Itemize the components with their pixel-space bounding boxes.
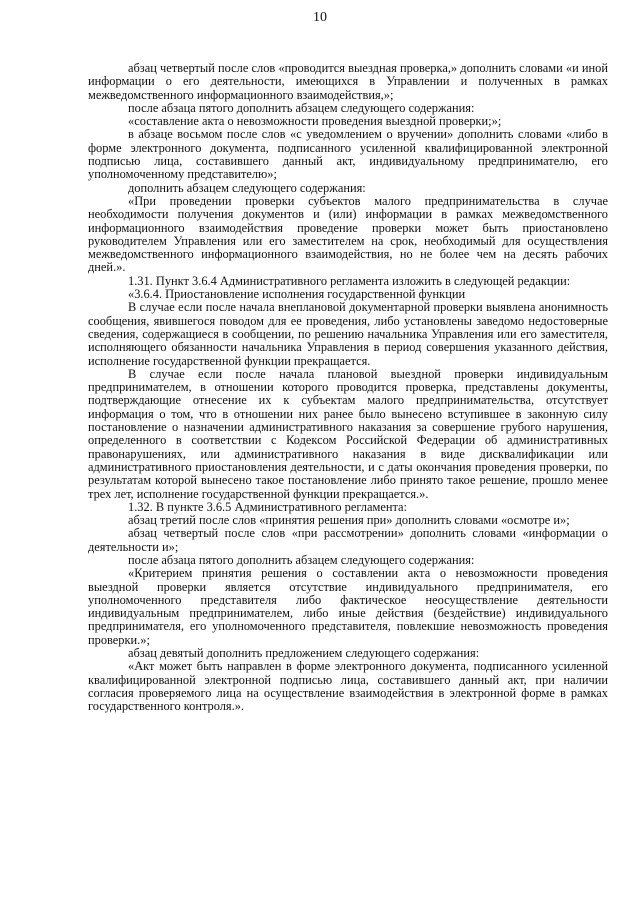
paragraph: в абзаце восьмом после слов «с уведомлением о вручении» дополнить словами «либо в форме электронного документа, подписанного усиленной квалифицированной электронной подписью лица, составившего данный акт, индивидуальному предпринимателю, его уполномоченному представителю»;	[88, 127, 608, 182]
paragraph: «При проведении проверки субъектов малого предпринимательства в случае необходимости получения документов и (или) информации в рамках межведомственного информационного взаимодействия проведение проверки может быть приостановлено руководителем Управления или его заместителем на срок, необходимый для осуществления межведомственного информационного взаимодействия, но не более чем на десять рабочих дней.».	[88, 193, 608, 275]
paragraph: абзац четвертый после слов «при рассмотрении» дополнить словами «информации о деятельности и»;	[88, 526, 608, 554]
paragraph: после абзаца пятого дополнить абзацем следующего содержания:	[128, 100, 475, 115]
paragraph: абзац третий после слов «принятия решения при» дополнить словами «осмотре и»;	[128, 513, 570, 528]
paragraph: В случае если после начала внеплановой документарной проверки выявлена анонимность сообщения, явившегося поводом для ее проведения, либо установлены заведомо недостоверные сведения, содержащиеся в сообщении, по решению начальника Управления или его заместителя, исполняющего обязанности начальника Управления в период совершения указанного действия, исполнение государственной функции прекращается.	[88, 300, 608, 368]
paragraph: В случае если после начала плановой выездной проверки индивидуальным предпринимателем, в отношении которого проводится проверка, представлены документы, подтверждающие отнесение их к субъектам малого предпринимательства, отсутствует информация о том, что в отношении них ранее было вынесено вступившее в законную силу постановление о назначении административного наказания за совершение грубого нарушения, определенного в соответствии с Кодексом Российской Федерации об административных правонарушениях, или административного наказания в виде дисквалификации или административного приостановления деятельности, и с даты окончания проведения проверки, по результатам которой вынесено такое постановление либо принято такое решение, прошло менее трех лет, исполнение государственной функции прекращается.».	[88, 366, 608, 501]
paragraph: «Акт может быть направлен в форме электронного документа, подписанного усиленной квалифицированной электронной подписью лица, составившего данный акт, при наличии согласия проверяемого лица на осуществление взаимодействия в электронной форме в рамках государственного контроля.».	[88, 659, 608, 714]
paragraph: после абзаца пятого дополнить абзацем следующего содержания:	[128, 552, 475, 567]
document-body	[88, 62, 608, 714]
paragraph: абзац четвертый после слов «проводится выездная проверка,» дополнить словами «и иной информации о его деятельности, имеющихся в Управлении и полученных в рамках межведомственного информационного взаимодействия,»;	[88, 61, 608, 102]
paragraph: абзац девятый дополнить предложением следующего содержания:	[128, 646, 480, 661]
page-number: 10	[313, 10, 327, 25]
paragraph: «3.6.4. Приостановление исполнения государственной функции	[128, 287, 466, 302]
paragraph: 1.32. В пункте 3.6.5 Административного регламента:	[128, 499, 407, 514]
paragraph: 1.31. Пункт 3.6.4 Административного регламента изложить в следующей редакции:	[128, 273, 571, 288]
paragraph: дополнить абзацем следующего содержания:	[128, 180, 366, 195]
paragraph: «Критерием принятия решения о составлении акта о невозможности проведения выездной проверки является отсутствие индивидуального предпринимателя, его уполномоченного представителя либо фактическое неосуществление деятельности индивидуальным предпринимателем, либо иные действия (бездействие) индивидуального предпринимателя, его уполномоченного представителя, повлекшие невозможность проведения проверки.»;	[88, 566, 608, 647]
paragraph: «составление акта о невозможности проведения выездной проверки;»;	[128, 114, 502, 129]
